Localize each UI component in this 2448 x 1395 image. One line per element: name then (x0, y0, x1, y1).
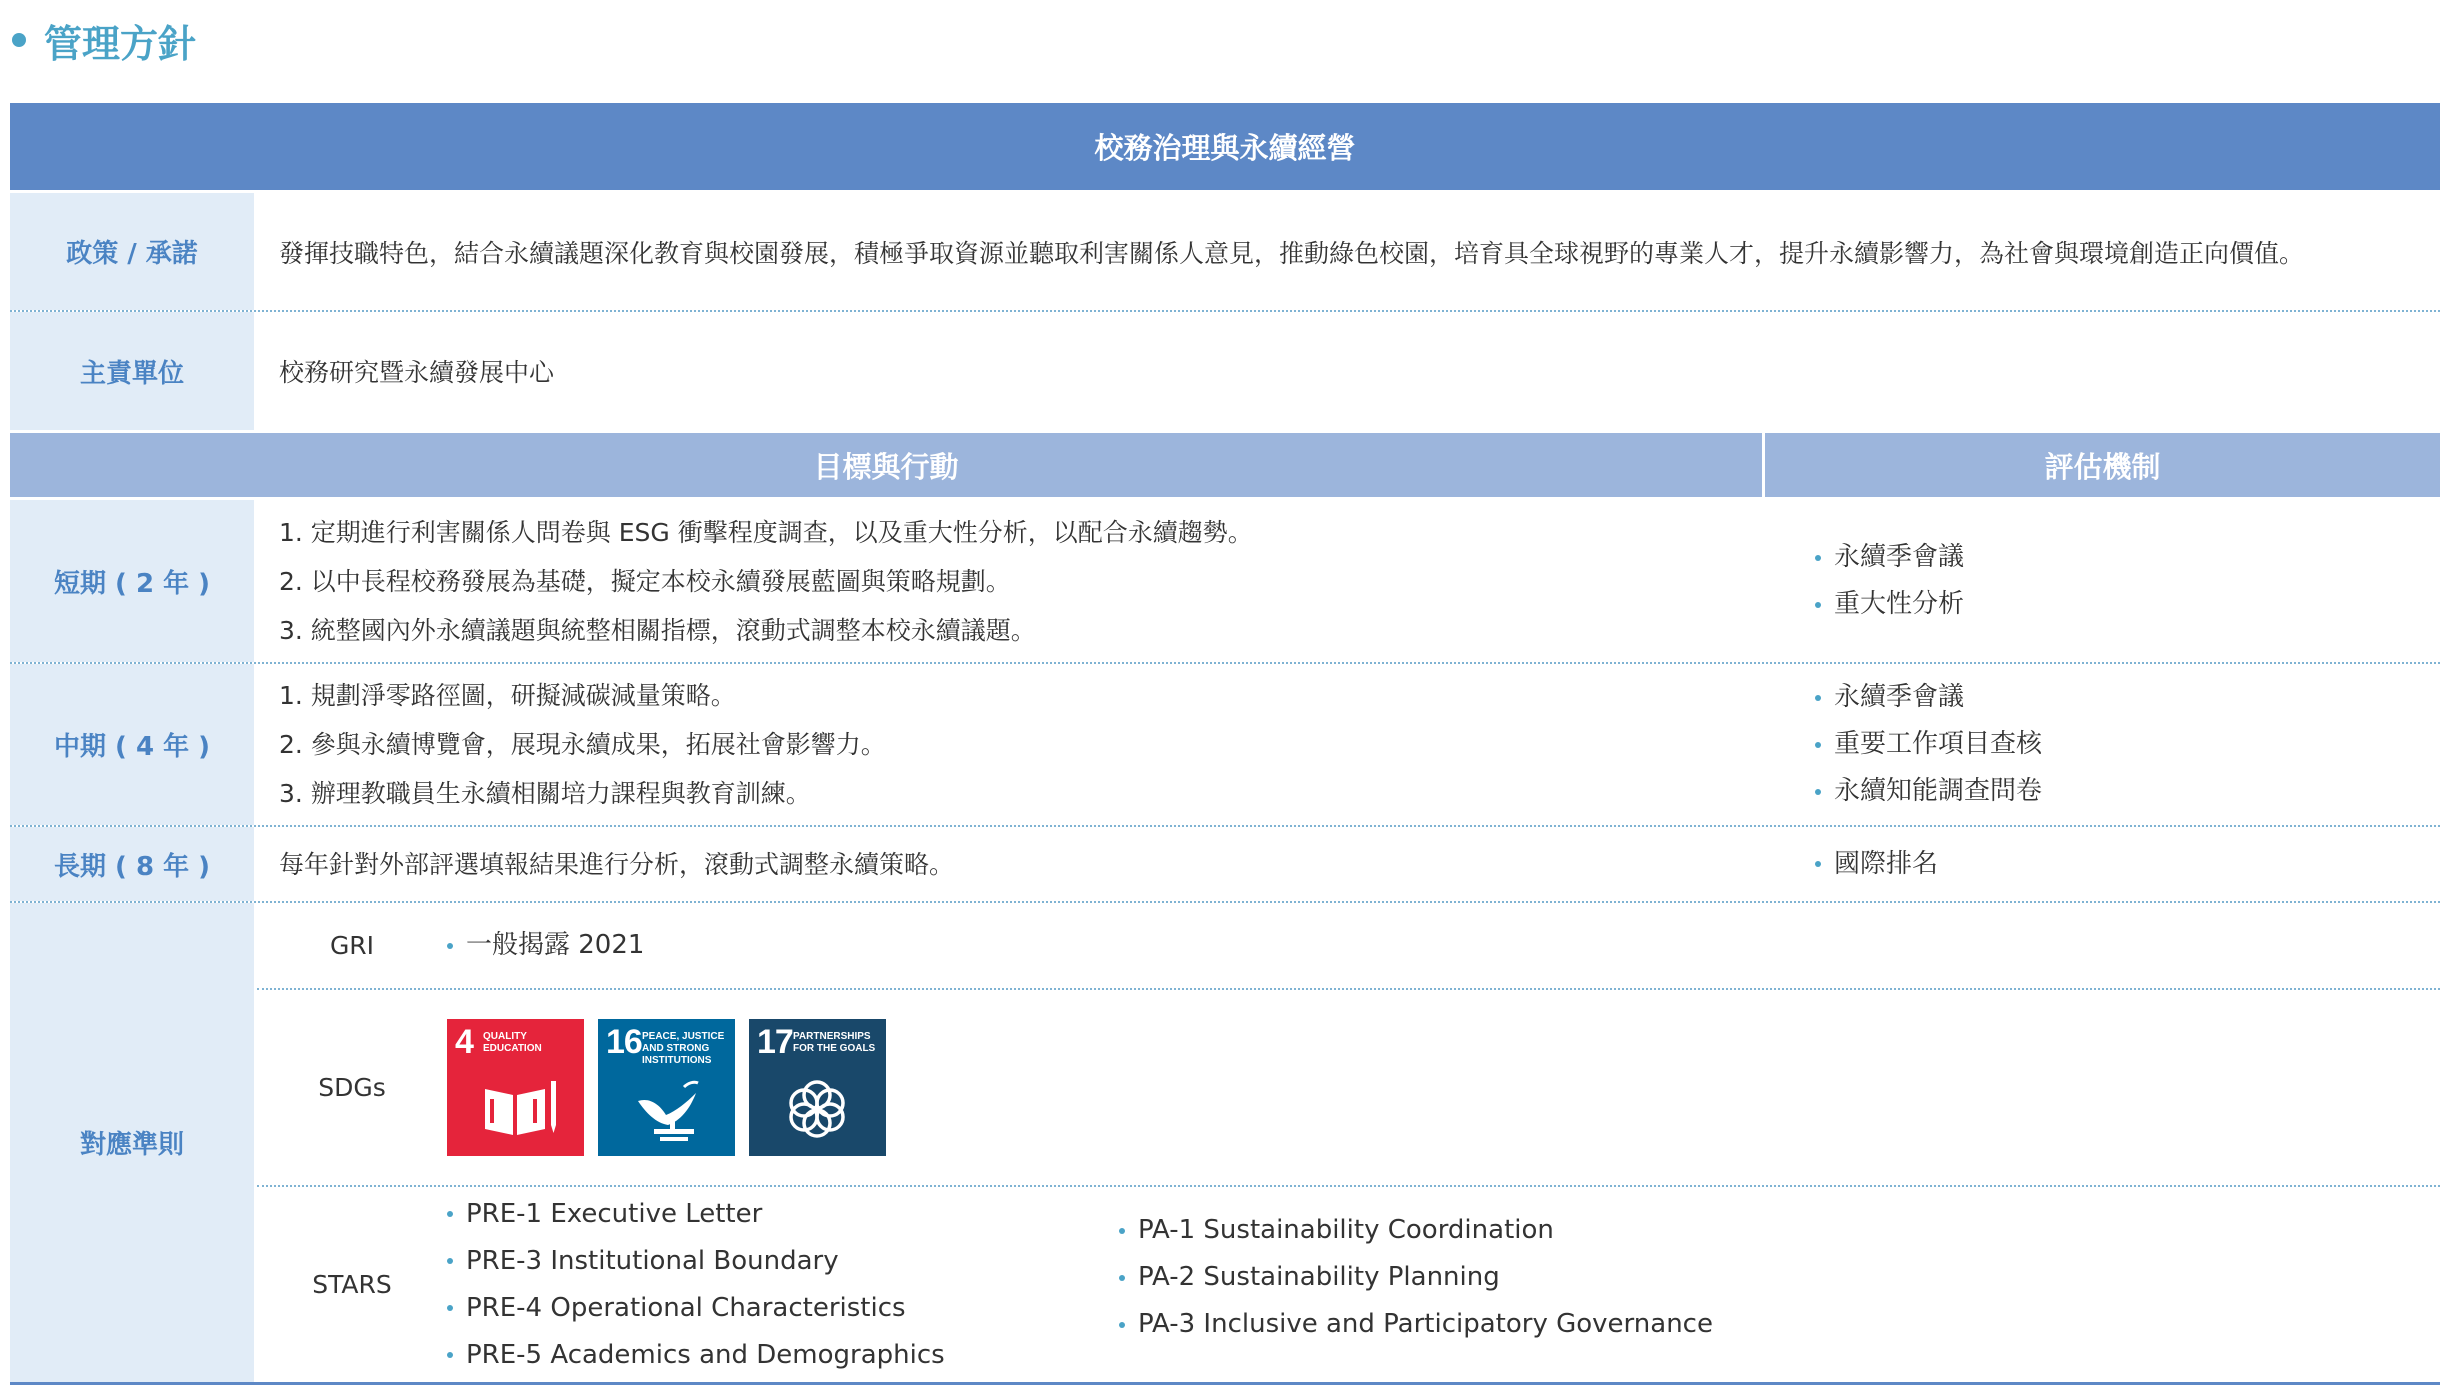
sdgs-row (257, 990, 2440, 1187)
table-bottom-border (10, 1382, 2440, 1385)
unit-text: 校務研究暨永續發展中心 (279, 358, 555, 387)
gri-row (257, 903, 2440, 990)
short-term-evaluation (1787, 500, 2440, 662)
standards-body (257, 903, 2440, 1382)
short-term-goals (257, 500, 1787, 662)
bullet-icon (1815, 602, 1821, 608)
sdg-16-tile: 16 PEACE, JUSTICE AND STRONG INSTITUTIONS (598, 1019, 735, 1156)
goals-header: 目標與行動 (10, 433, 1765, 497)
long-term-label: 長期 ( 8 年 ) (10, 827, 257, 901)
unit-row (10, 312, 2440, 433)
short-term-row (10, 500, 2440, 664)
section-title: 管理方針 (44, 21, 197, 66)
bullet-icon (1119, 1275, 1125, 1281)
unit-label: 主責單位 (10, 312, 257, 430)
bullet-icon (447, 1352, 453, 1358)
eval-item: 永續知能調查問卷 (1815, 768, 2440, 815)
stars-item: PA-1 Sustainability Coordination (1119, 1207, 1713, 1254)
section-heading (12, 8, 196, 72)
sdg-number: 4 (455, 1023, 473, 1061)
sdg-number: 17 (757, 1023, 793, 1061)
sdg-17-tile: 17 PARTNERSHIPS FOR THE GOALS (749, 1019, 886, 1156)
eval-item: 國際排名 (1815, 841, 2440, 888)
bullet-icon (1815, 789, 1821, 795)
bullet-dot-icon (12, 33, 26, 47)
bullet-icon (447, 943, 453, 949)
stars-item: PRE-4 Operational Characteristics (447, 1285, 1119, 1332)
standards-row (10, 903, 2440, 1382)
goal-item: 2. 參與永續博覽會，展現永續成果，拓展社會影響力。 (279, 730, 886, 759)
bullet-icon (1815, 695, 1821, 701)
eval-item: 永續季會議 (1815, 674, 2440, 721)
bullet-icon (1119, 1322, 1125, 1328)
goals-eval-header (10, 433, 2440, 500)
bullet-icon (1815, 861, 1821, 867)
long-term-row (10, 827, 2440, 903)
mid-term-label: 中期 ( 4 年 ) (10, 664, 257, 825)
stars-item: PRE-1 Executive Letter (447, 1191, 1119, 1238)
stars-item: PA-2 Sustainability Planning (1119, 1254, 1713, 1301)
stars-item: PRE-3 Institutional Boundary (447, 1238, 1119, 1285)
eval-item: 永續季會議 (1815, 534, 2440, 581)
mid-term-row (10, 664, 2440, 827)
stars-values (447, 1187, 2440, 1382)
gri-value: 一般揭露 2021 (447, 903, 2440, 988)
bullet-icon (447, 1211, 453, 1217)
policy-row (10, 193, 2440, 312)
eval-item: 重大性分析 (1815, 581, 2440, 628)
stars-right-column (1119, 1207, 1713, 1348)
goal-item: 每年針對外部評選填報結果進行分析，滾動式調整永續策略。 (279, 849, 955, 879)
goal-item: 3. 統整國內外永續議題與統整相關指標，滾動式調整本校永續議題。 (279, 615, 1036, 645)
short-term-label: 短期 ( 2 年 ) (10, 500, 257, 662)
eval-item: 重要工作項目查核 (1815, 721, 2440, 768)
governance-table (10, 103, 2440, 1385)
stars-row (257, 1187, 2440, 1382)
sdgs-tiles (447, 990, 2440, 1185)
mid-term-evaluation (1787, 664, 2440, 825)
goal-item: 3. 辦理教職員生永續相關培力課程與教育訓練。 (279, 779, 811, 808)
sdg-number: 16 (606, 1023, 642, 1061)
goal-item: 2. 以中長程校務發展為基礎，擬定本校永續發展藍圖與策略規劃。 (279, 566, 1011, 596)
gri-name: GRI (329, 931, 375, 960)
bullet-icon (1815, 555, 1821, 561)
sdgs-name: SDGs (318, 1073, 386, 1102)
stars-name: STARS (312, 1270, 392, 1299)
bullet-icon (1815, 742, 1821, 748)
table-title: 校務治理與永續經營 (10, 103, 2440, 193)
long-term-evaluation (1787, 827, 2440, 901)
long-term-goals (257, 827, 1787, 901)
policy-label: 政策 / 承諾 (10, 193, 257, 310)
bullet-icon (447, 1305, 453, 1311)
policy-text: 發揮技職特色，結合永續議題深化教育與校園發展，積極爭取資源並聽取利害關係人意見，推動綠色校園，培育具全球視野的專業人才，提升永續影響力，為社會與環境創造正向價值。 (279, 238, 2305, 268)
standards-label: 對應準則 (10, 903, 257, 1382)
stars-left-column (447, 1191, 1119, 1379)
bullet-icon (447, 1258, 453, 1264)
sdg-4-tile: 4 QUALITY EDUCATION (447, 1019, 584, 1156)
stars-item: PRE-5 Academics and Demographics (447, 1332, 1119, 1379)
evaluation-header: 評估機制 (1765, 433, 2440, 497)
stars-item: PA-3 Inclusive and Participatory Governance (1119, 1301, 1713, 1348)
bullet-icon (1119, 1228, 1125, 1234)
mid-term-goals (257, 664, 1787, 825)
goal-item: 1. 定期進行利害關係人問卷與 ESG 衝擊程度調查，以及重大性分析，以配合永續趨勢。 (279, 517, 1253, 547)
goal-item: 1. 規劃淨零路徑圖，研擬減碳減量策略。 (279, 681, 736, 710)
